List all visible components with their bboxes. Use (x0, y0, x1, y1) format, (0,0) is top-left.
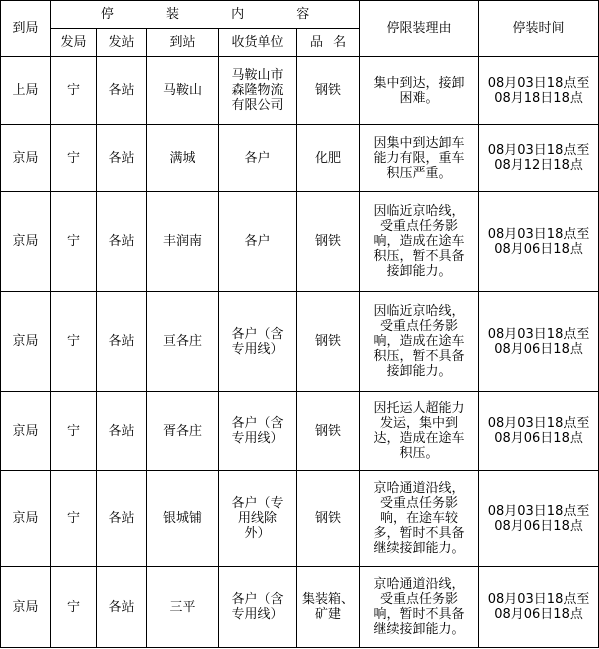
origin-bureau-cell: 宁 (51, 392, 97, 471)
goods-line: 钢铁 (315, 83, 342, 98)
dest-station-cell: 银城铺 (147, 471, 219, 567)
dest-station-cell: 胥各庄 (147, 392, 219, 471)
period-line: 08月06日18点 (494, 431, 583, 446)
dest-bureau-cell: 京局 (1, 392, 51, 471)
consignee-line: 各户（含 (231, 326, 284, 342)
period-line: 08月03日18点至 (487, 592, 590, 607)
reason-line: 继续接卸能力。 (373, 622, 465, 637)
reason-line: 接卸能力。 (386, 264, 452, 279)
consignee-cell (219, 292, 297, 392)
reason-line: 受重点任务影 (380, 219, 459, 234)
dest-bureau-cell: 京局 (1, 292, 51, 392)
table-row (1, 57, 599, 125)
consignee-line: 专用线） (231, 341, 284, 357)
period-cell (479, 125, 599, 192)
header-group-title-text: 停 装 内 容 (100, 7, 310, 22)
consignee-line: 有限公司 (231, 98, 284, 113)
period-line: 08月06日18点 (494, 518, 583, 534)
period-line: 08月03日18点至 (487, 503, 590, 519)
reason-line: 积压，暂不具备 (373, 349, 465, 364)
dest-station-cell: 马鞍山 (147, 57, 219, 125)
period-line: 08月03日18点至 (487, 226, 590, 242)
goods-cell (297, 292, 360, 392)
consignee-cell (219, 125, 297, 192)
header-consignee: 收货单位 (219, 29, 297, 57)
consignee-line: 马鞍山市 (231, 68, 284, 83)
consignee-line: 各户（含 (231, 592, 284, 607)
period-cell (479, 471, 599, 567)
period-line: 08月03日18点至 (487, 143, 590, 158)
goods-line: 矿建 (315, 607, 342, 622)
consignee-cell (219, 392, 297, 471)
consignee-cell (219, 471, 297, 567)
consignee-line: 各户（专 (231, 496, 284, 511)
goods-line: 化肥 (315, 150, 342, 166)
goods-cell (297, 192, 360, 292)
table-row (1, 567, 599, 648)
reason-line: 因托运人超能力 (373, 401, 465, 416)
origin-station-cell: 各站 (97, 567, 147, 648)
consignee-line: 森隆物流 (231, 83, 284, 98)
table-row (1, 392, 599, 471)
header-origin-station: 发站 (97, 29, 147, 57)
header-dest-station: 到站 (147, 29, 219, 57)
period-cell (479, 392, 599, 471)
table-row (1, 192, 599, 292)
origin-bureau-cell: 宁 (51, 292, 97, 392)
period-line: 08月03日18点至 (487, 326, 590, 342)
reason-line: 困难。 (399, 90, 439, 106)
reason-line: 积压。 (399, 446, 439, 461)
reason-line: 积压，暂不具备 (373, 249, 465, 264)
goods-cell (297, 57, 360, 125)
consignee-line: 用线除 (237, 511, 277, 526)
origin-bureau-cell: 宁 (51, 125, 97, 192)
period-line: 08月06日18点 (494, 241, 583, 257)
goods-cell (297, 471, 360, 567)
origin-station-cell: 各站 (97, 192, 147, 292)
reason-line: 因临近京哈线， (373, 304, 465, 319)
period-line: 08月12日18点 (494, 158, 583, 173)
dest-station-cell: 亘各庄 (147, 292, 219, 392)
reason-line: 响，造成在途车 (373, 234, 465, 249)
header-reason: 停限装理由 (360, 1, 479, 57)
consignee-cell (219, 567, 297, 648)
period-cell (479, 57, 599, 125)
period-line: 08月06日18点 (494, 607, 583, 622)
reason-line: 受重点任务影 (380, 319, 459, 334)
consignee-line: 各户（含 (231, 416, 284, 431)
dest-station-cell: 三平 (147, 567, 219, 648)
goods-cell (297, 567, 360, 648)
goods-line: 钢铁 (315, 234, 342, 249)
reason-cell (360, 392, 479, 471)
reason-line: 响，暂时不具备 (373, 607, 465, 622)
period-line: 08月18日18点 (494, 90, 583, 106)
header-goods: 品 名 (297, 29, 360, 57)
dest-bureau-cell: 京局 (1, 192, 51, 292)
period-line: 08月06日18点 (494, 341, 583, 357)
goods-cell (297, 392, 360, 471)
header-group-title (51, 1, 360, 29)
header-period: 停装时间 (479, 1, 599, 57)
dest-bureau-cell: 京局 (1, 567, 51, 648)
origin-station-cell: 各站 (97, 392, 147, 471)
origin-station-cell: 各站 (97, 125, 147, 192)
reason-line: 能力有限，重车 (373, 150, 465, 166)
reason-line: 受重点任务影 (380, 592, 459, 607)
period-line: 08月03日18点至 (487, 75, 590, 91)
dest-bureau-cell: 京局 (1, 125, 51, 192)
consignee-cell (219, 192, 297, 292)
origin-station-cell: 各站 (97, 57, 147, 125)
reason-line: 因临近京哈线， (373, 204, 465, 219)
header-row-1 (1, 1, 599, 29)
header-origin-bureau: 发局 (51, 29, 97, 57)
consignee-line: 各户 (244, 150, 271, 166)
reason-line: 达，造成在途车 (373, 431, 465, 446)
consignee-line: 各户 (244, 234, 271, 249)
reason-line: 积压严重。 (386, 165, 452, 181)
goods-line: 钢铁 (315, 423, 342, 439)
period-cell (479, 567, 599, 648)
dest-station-cell: 丰润南 (147, 192, 219, 292)
period-cell (479, 292, 599, 392)
reason-line: 响，造成在途车 (373, 334, 465, 349)
goods-line: 钢铁 (315, 334, 342, 349)
reason-line: 集中到达，接卸 (373, 75, 465, 91)
consignee-line: 专用线） (231, 431, 284, 446)
reason-cell (360, 125, 479, 192)
dest-bureau-cell: 上局 (1, 57, 51, 125)
consignee-line: 外） (244, 526, 271, 541)
reason-line: 继续接卸能力。 (373, 541, 465, 556)
table-row (1, 292, 599, 392)
reason-line: 响，在途车较 (380, 511, 459, 526)
reason-line: 京哈通道沿线， (373, 577, 465, 592)
table-row (1, 471, 599, 567)
dest-station-cell: 满城 (147, 125, 219, 192)
reason-line: 京哈通道沿线， (373, 481, 465, 496)
consignee-cell (219, 57, 297, 125)
reason-cell (360, 567, 479, 648)
origin-station-cell: 各站 (97, 292, 147, 392)
reason-line: 发运，集中到 (380, 416, 459, 431)
period-cell (479, 192, 599, 292)
origin-bureau-cell: 宁 (51, 57, 97, 125)
reason-line: 因集中到达卸车 (373, 135, 465, 151)
reason-cell (360, 192, 479, 292)
consignee-line: 专用线） (231, 607, 284, 622)
origin-bureau-cell: 宁 (51, 471, 97, 567)
reason-line: 接卸能力。 (386, 364, 452, 379)
reason-cell (360, 471, 479, 567)
reason-line: 多，暂时不具备 (373, 526, 465, 541)
goods-line: 集装箱、 (302, 592, 355, 607)
dest-bureau-cell: 京局 (1, 471, 51, 567)
reason-cell (360, 57, 479, 125)
origin-bureau-cell: 宁 (51, 567, 97, 648)
goods-cell (297, 125, 360, 192)
header-dest-bureau: 到局 (1, 1, 51, 57)
reason-line: 受重点任务影 (380, 496, 459, 511)
table-row (1, 125, 599, 192)
period-line: 08月03日18点至 (487, 416, 590, 431)
goods-line: 钢铁 (315, 511, 342, 526)
origin-station-cell: 各站 (97, 471, 147, 567)
reason-cell (360, 292, 479, 392)
origin-bureau-cell: 宁 (51, 192, 97, 292)
